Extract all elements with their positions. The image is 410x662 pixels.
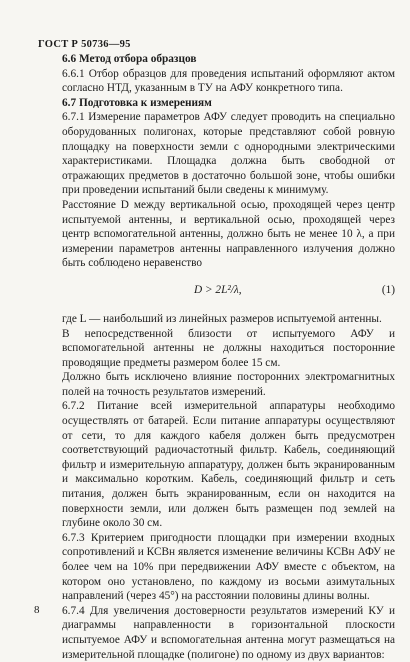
- paragraph-6-7-1: [62, 110, 395, 198]
- paragraph-6-6-1: [62, 67, 395, 96]
- section-heading-6-7: [62, 96, 395, 111]
- paragraph-text: Для увеличения достоверности результатов измерений КУ и диаграммы направленности в горизонтальной плоскости испытуемое АФУ и вспомогательная антенна могут размещаться на измерительной площадке (полигоне) по одному из двух вариантов:: [62, 604, 395, 661]
- paragraph-proximity: [62, 327, 395, 371]
- section-title: Метод отбора образцов: [78, 53, 197, 65]
- paragraph-6-7-3: [62, 531, 395, 604]
- paragraph-text: В непосредственной близости от испытуемого АФУ и вспомогательной антенны не должны находиться посторонние проводящие предметы размером более 15 см.: [62, 327, 395, 369]
- section-number: 6.7: [62, 96, 77, 109]
- formula-number: (1): [381, 283, 395, 296]
- section-number: 6.6: [62, 53, 77, 65]
- formula-1: [62, 280, 395, 302]
- paragraph-6-7-2: [62, 399, 395, 530]
- section-heading-6-6: [62, 52, 395, 67]
- paragraph-text: Измерение параметров АФУ следует проводить на специально оборудованных полигонах, которые представляют собой ровную площадку на поверхности земли с однородными электрическими характеристиками. Площадка должна быть свободной от отражающих предметов в достаточно большой зоне, чтобы ошибки при проведении испытаний были сведены к минимуму.: [62, 111, 395, 197]
- paragraph-number: 6.7.4: [62, 604, 85, 617]
- section-title: Подготовка к измерениям: [78, 96, 212, 109]
- paragraph-where: [62, 312, 395, 327]
- paragraph-text: Должно быть исключено влияние посторонних электромагнитных полей на точность результатов измерений.: [62, 371, 395, 398]
- paragraph-number: 6.7.2: [62, 400, 85, 413]
- paragraph-distance: [62, 198, 395, 271]
- paragraph-number: 6.7.3: [62, 531, 85, 544]
- page-number: 8: [34, 604, 40, 616]
- paragraph-text: где L — наибольший из линейных размеров испытуемой антенны.: [62, 312, 382, 325]
- paragraph-number: 6.6.1: [62, 67, 85, 80]
- formula-expression: D > 2L²/λ,: [194, 283, 242, 296]
- document-body: [62, 52, 395, 662]
- paragraph-number: 6.7.1: [62, 111, 85, 124]
- paragraph-text: Отбор образцов для проведения испытаний оформляют актом согласно НТД, указанным в ТУ на АФУ конкретного типа.: [62, 67, 395, 95]
- paragraph-text: Расстояние D между вертикальной осью, проходящей через центр испытуемой антенны, и вертикальной осью, проходящей через центр вспомогательной антенны, должно быть не менее 10 λ, а при измерении параметров антенны направленного излучения должно быть соблюдено неравенство: [62, 198, 395, 270]
- paragraph-text: Критерием пригодности площадки при измерении входных сопротивлений и КСВн является изменение величины КСВн АФУ не более чем на 10% при передвижении АФУ вместе с объектом, на котором оно установлено, по каждому из восьми азимутальных направлений (через 45°) на расстоянии половины длины волны.: [62, 531, 395, 603]
- paragraph-em-fields: [62, 370, 395, 399]
- paragraph-text: Питание всей измерительной аппаратуры необходимо осуществлять от батарей. Если питание аппаратуры осуществляют от сети, то для каждого кабеля должен быть предусмотрен соответствующий радиочастотный фильтр. Кабель, соединяющий фильтр и измерительную аппаратуру, должен быть экранированным и максимально коротким. Кабель, соединяющий фильтр и сеть питания, должен быть экранированным, если он находится на поверхности земли, или должен быть размещен под землей на глубине около 30 см.: [62, 400, 395, 530]
- paragraph-6-7-4: [62, 604, 395, 662]
- document-header: ГОСТ Р 50736—95: [38, 39, 131, 50]
